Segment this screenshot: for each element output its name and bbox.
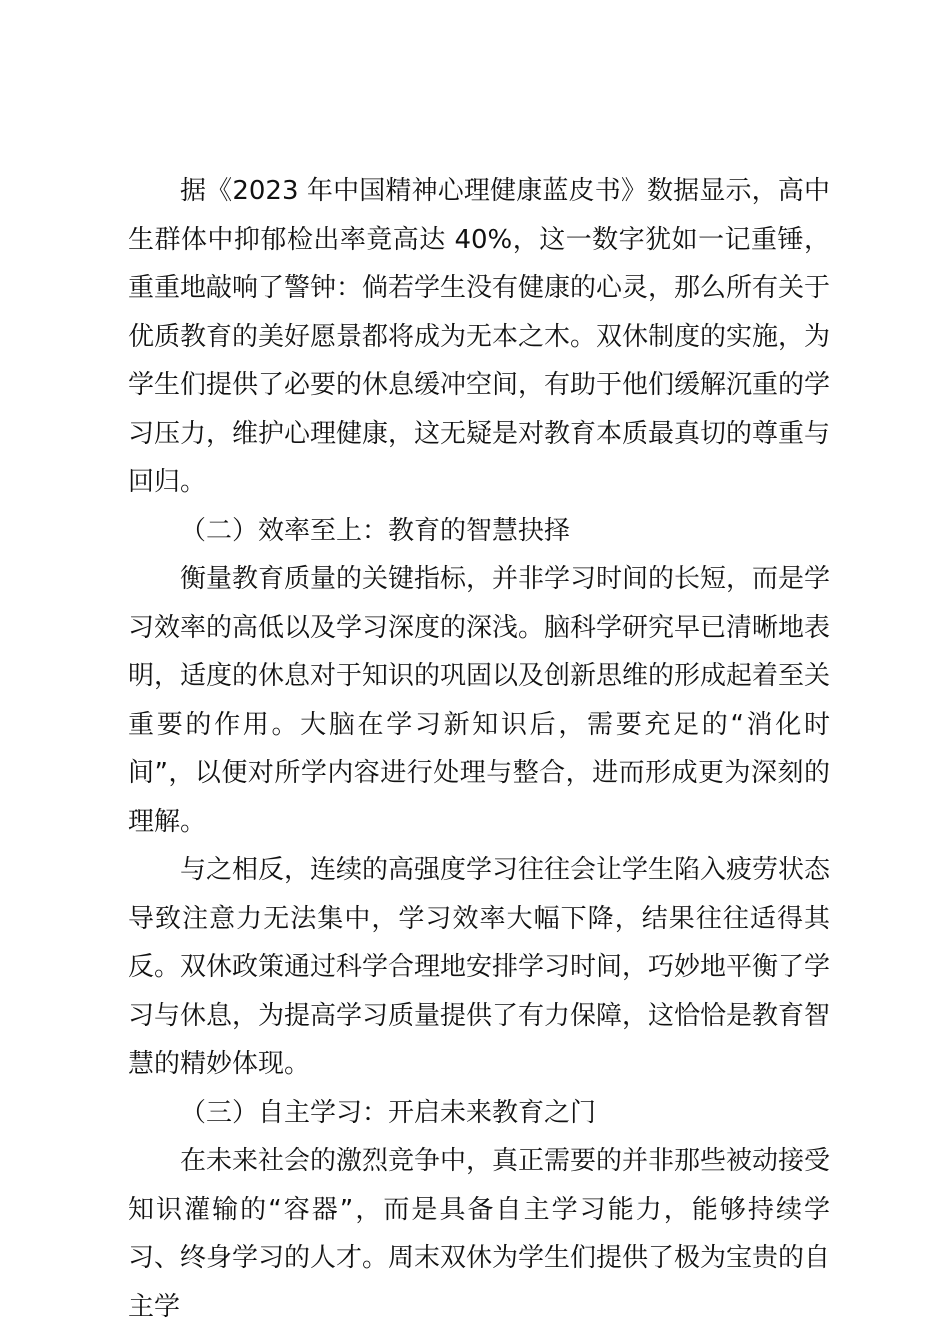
paragraph-efficiency: 衡量教育质量的关键指标，并非学习时间的长短，而是学习效率的高低以及学习深度的深浅。脑科学研究早已清晰地表明，适度的休息对于知识的巩固以及创新思维的形成起着至关重要的作用。大脑在学习新知识后，需要充足的“消化时间”，以便对所学内容进行处理与整合，进而形成更为深刻的理解。 — [128, 564, 831, 837]
document-body — [128, 167, 830, 1331]
paragraph-mental-health: 据《2023 年中国精神心理健康蓝皮书》数据显示，高中生群体中抑郁检出率竟高达 40%，这一数字犹如一记重锤，重重地敲响了警钟：倘若学生没有健康的心灵，那么所有关于优质教育的美好愿景都将成为无本之木。双休制度的实施，为学生们提供了必要的休息缓冲空间，有助于他们缓解沉重的学习压力，维护心理健康，这无疑是对教育本质最真切的尊重与回归。 — [128, 176, 831, 497]
paragraph-self-learning: 在未来社会的激烈竞争中，真正需要的并非那些被动接受知识灌输的“容器”，而是具备自主学习能力，能够持续学习、终身学习的人才。周末双休为学生们提供了极为宝贵的自主学 — [128, 1146, 831, 1322]
section-heading-efficiency: （二）效率至上：教育的智慧抉择 — [180, 515, 571, 546]
paragraph-fatigue: 与之相反，连续的高强度学习往往会让学生陷入疲劳状态导致注意力无法集中，学习效率大幅下降，结果往往适得其反。双休政策通过科学合理地安排学习时间，巧妙地平衡了学习与休息，为提高学习质量提供了有力保障，这恰恰是教育智慧的精妙体现。 — [128, 855, 831, 1079]
section-heading-self-learning: （三）自主学习：开启未来教育之门 — [180, 1097, 597, 1128]
